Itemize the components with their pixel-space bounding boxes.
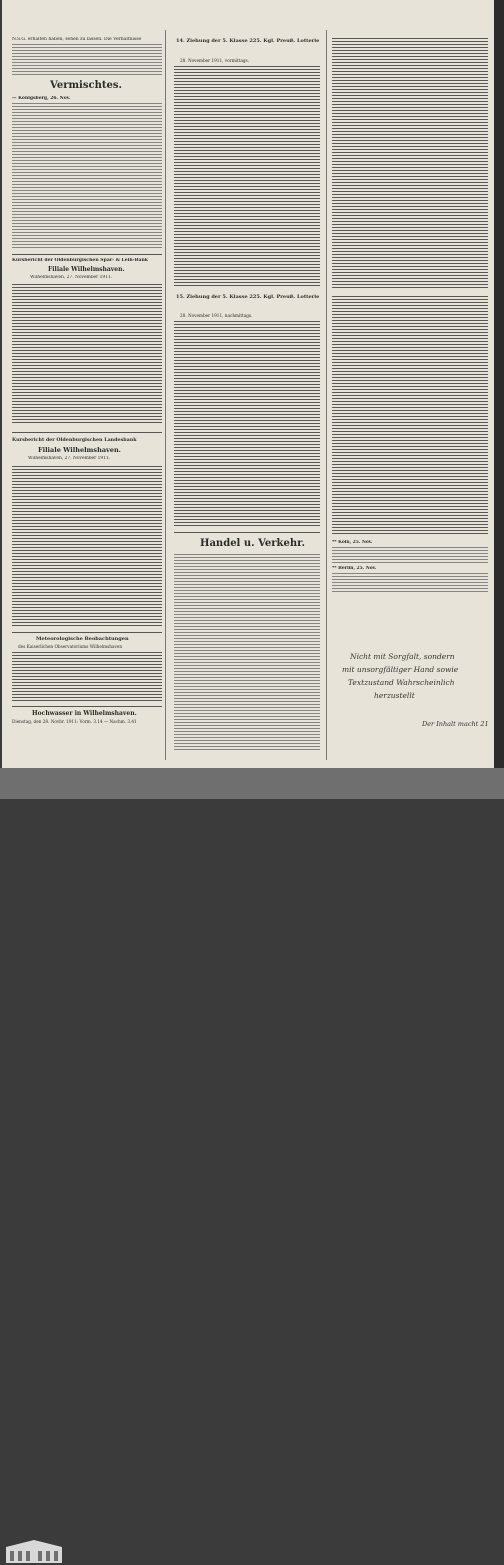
section-divider-3: [12, 632, 162, 633]
meteo-table: [12, 652, 162, 702]
meteo-subtitle: des Kaiserlichen Observatoriums Wilhelmshaven: [18, 644, 123, 649]
sparbank-report-subtitle: Filiale Wilhelmshaven.: [48, 266, 125, 273]
landesbank-report-subtitle: Filiale Wilhelmshaven.: [38, 446, 121, 454]
vermischtes-text-block: [12, 103, 162, 248]
vermischtes-heading: Vermischtes.: [50, 80, 122, 91]
lottery-1-date: 28. November 1911, vormittags.: [180, 58, 250, 63]
handel-heading: Handel u. Verkehr.: [200, 538, 305, 549]
lottery-1-continued: [332, 38, 488, 288]
library-building-icon: [4, 1539, 64, 1565]
koenigsberg-dateline: — Königsberg, 26. Nov.: [12, 96, 71, 101]
column-rule-1: [165, 30, 166, 760]
column-rule-2: [326, 30, 327, 760]
landesbank-report-title: Kursbericht der Oldenburgischen Landesbank: [12, 437, 137, 443]
lottery-1-numbers: [174, 66, 320, 288]
sparbank-report-date: Wilhelmshaven, 27. November 1911.: [30, 275, 113, 280]
lead-text-block: [12, 44, 162, 76]
koeln-text: [332, 547, 488, 563]
left-column: [8, 0, 162, 768]
footer-strip: [0, 768, 504, 799]
handwritten-note-2: mit unsorgfältiger Hand sowie: [342, 665, 459, 674]
section-divider-4: [12, 706, 162, 707]
section-divider: [12, 254, 162, 255]
hochwasser-line: Dienstag, den 28. Novbr. 1911: Vorm. 3.14 — Nachm. 3.41: [12, 719, 137, 724]
handwritten-note-3: Textzustand Wahrscheinlich: [348, 678, 455, 687]
middle-column: [170, 0, 322, 768]
berlin-dateline: ** Berlin, 25. Nov.: [332, 566, 377, 571]
lottery-2-title: 15. Ziehung der 5. Klasse 225. Kgl. Preuß. Lotterie: [176, 294, 320, 300]
hochwasser-title: Hochwasser in Wilhelmshaven.: [32, 710, 137, 717]
sparbank-rates-table: [12, 284, 162, 424]
section-divider-2: [12, 432, 162, 433]
handwritten-note-1: Nicht mit Sorgfalt, sondern: [350, 652, 455, 661]
handel-divider: [174, 532, 320, 533]
book-edge: [494, 0, 504, 799]
lottery-2-numbers: [174, 321, 320, 526]
berlin-text: [332, 573, 488, 593]
handel-text-block: [174, 554, 320, 750]
landesbank-rates-table: [12, 466, 162, 626]
meteo-title: Meteorologische Beobachtungen: [36, 636, 129, 642]
landesbank-report-date: Wilhelmshaven, 27. November 1911.: [28, 456, 111, 461]
handwritten-note-5: Der Inhalt macht 21: [422, 720, 489, 728]
right-column: [330, 0, 490, 768]
sparbank-report-title: Kursbericht der Oldenburgischen Spar- & Leih-Bank: [12, 258, 148, 263]
lottery-2-date: 28. November 1911, nachmittags.: [180, 313, 253, 318]
lottery-1-title: 14. Ziehung der 5. Klasse 225. Kgl. Preuß. Lotterie: [176, 38, 320, 44]
lead-fragment: N.S.G. erhalten haben, sehen zu lassen. Die Verhaltnisse: [12, 37, 142, 42]
newspaper-page: [2, 0, 494, 768]
handwritten-note-4: herzustellt: [374, 691, 415, 700]
koeln-dateline: ** Köln, 25. Nov.: [332, 540, 373, 545]
lottery-2-continued: [332, 296, 488, 536]
